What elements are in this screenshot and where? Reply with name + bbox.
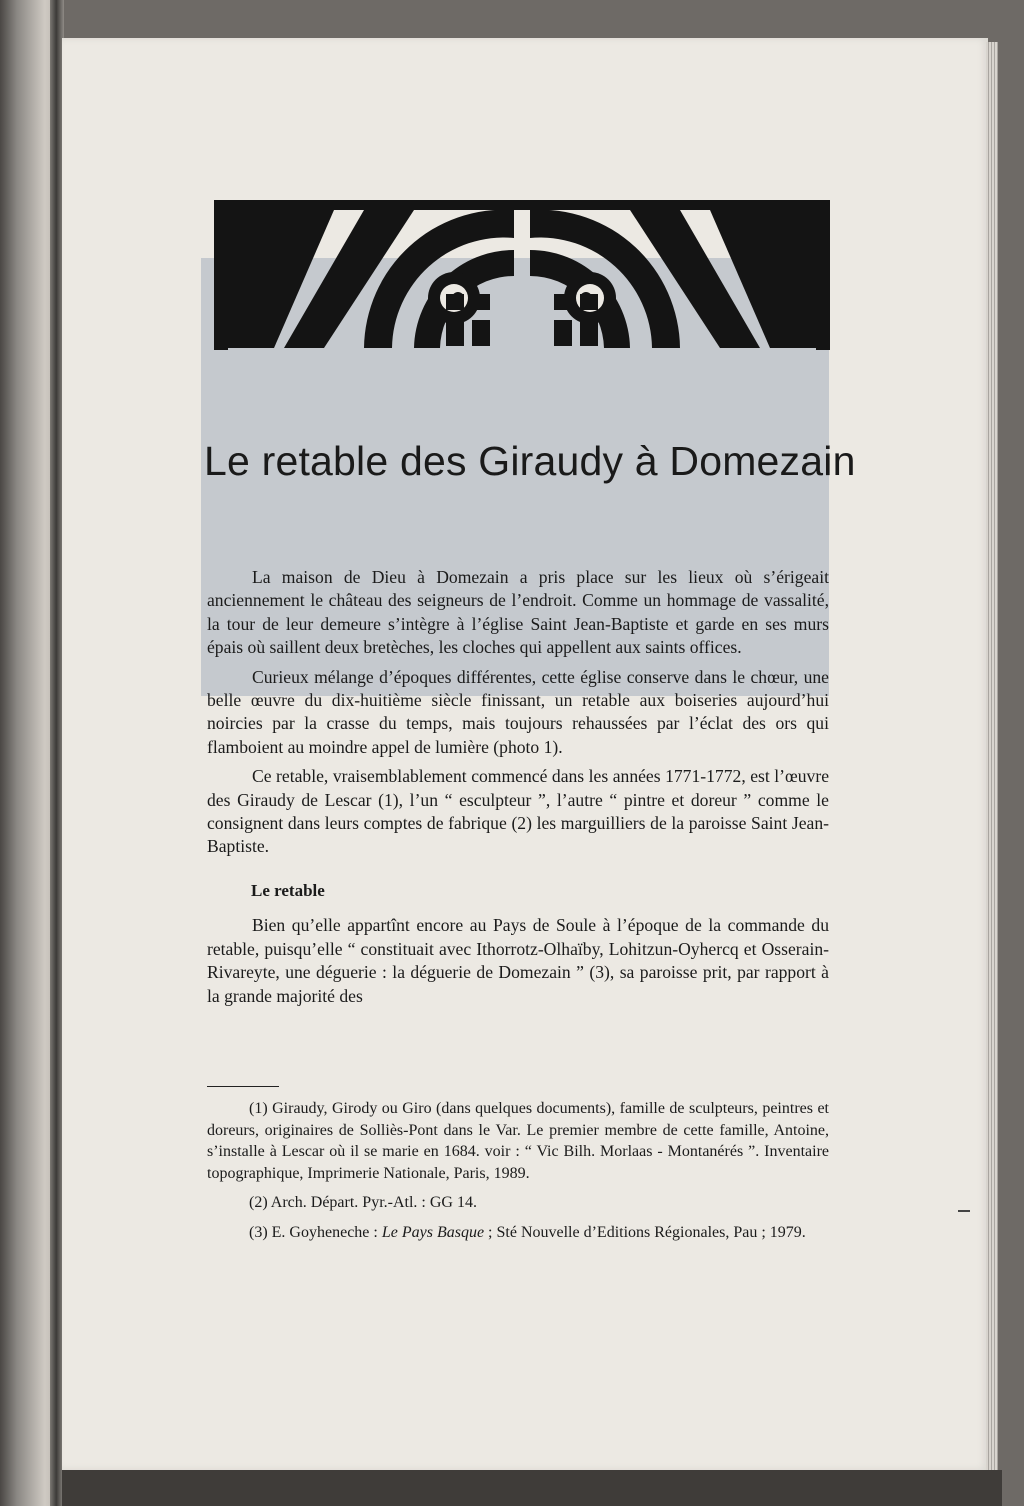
paragraph-4: Bien qu’elle appartînt encore au Pays de Soule à l’époque de la commande du retable, puisqu’elle “ constituait avec Ithorrotz-Olhaïby, Lohitzun-Oyhercq et Osserain-Rivareyte, une déguerie : la déguerie de Domezain ” (3), sa paroisse prit, par rapport à la grande majorité des [207,915,829,1006]
article-title: Le retable des Giraudy à Domezain [204,438,856,484]
paragraph-3: Ce retable, vraisemblablement commencé dans les années 1771-1772, est l’œuvre des Giraudy de Lescar (1), l’un “ esculpteur ”, l’autre “ pintre et doreur ” comme le consignent dans leurs comptes de fabrique (2) les marguilliers de la paroisse Saint Jean-Baptiste. [207,766,829,857]
footnote-3-suffix: ; Sté Nouvelle d’Editions Régionales, Pau ; 1979. [484,1223,806,1241]
basque-ornament-banner [214,198,830,358]
paragraph-1: La maison de Dieu à Domezain a pris place sur les lieux où s’érigeait anciennement le château des seigneurs de l’endroit. Comme un hommage de vassalité, la tour de leur demeure s’intègre à l’église Saint Jean-Baptiste et garde en ses murs épais où saillent deux bretèches, les cloches qui appellent aux saints offices. [207,567,829,658]
article-body [207,566,829,1014]
footnote-3-prefix: (3) E. Goyheneche : [249,1223,382,1241]
page-stack-edge [986,42,998,1470]
footnote-3 [207,1222,829,1244]
footnote-2: (2) Arch. Départ. Pyr.-Atl. : GG 14. [249,1194,477,1211]
margin-mark [958,1210,970,1212]
paragraph-2: Curieux mélange d’époques différentes, cette église conserve dans le chœur, une belle œuvre du dix-huitième siècle finissant, un retable aux boiseries aujourd’hui noircies par la crasse du temps, mais toujours rehaussées par l’éclat des ors qui flamboient au moindre appel de lumière (photo 1). [207,666,829,757]
facing-page-edge [0,0,56,1506]
footnote-rule [207,1086,279,1087]
footnote-1: (1) Giraudy, Girody ou Giro (dans quelques documents), famille de sculpteurs, peintres et doreurs, originaires de Solliès-Pont dans le Var. Le premier membre de cette famille, Antoine, s’installe à Lescar où il se marie en 1684. voir : “ Vic Bilh. Morlaas - Montanérés ”. Inventaire topographique, Imprimerie Nationale, Paris, 1989. [207,1100,829,1182]
footnote-3-book-title: Le Pays Basque [381,1223,485,1241]
section-heading: Le retable [251,880,325,900]
footnotes [207,1098,829,1251]
bottom-shadow [62,1470,1002,1506]
